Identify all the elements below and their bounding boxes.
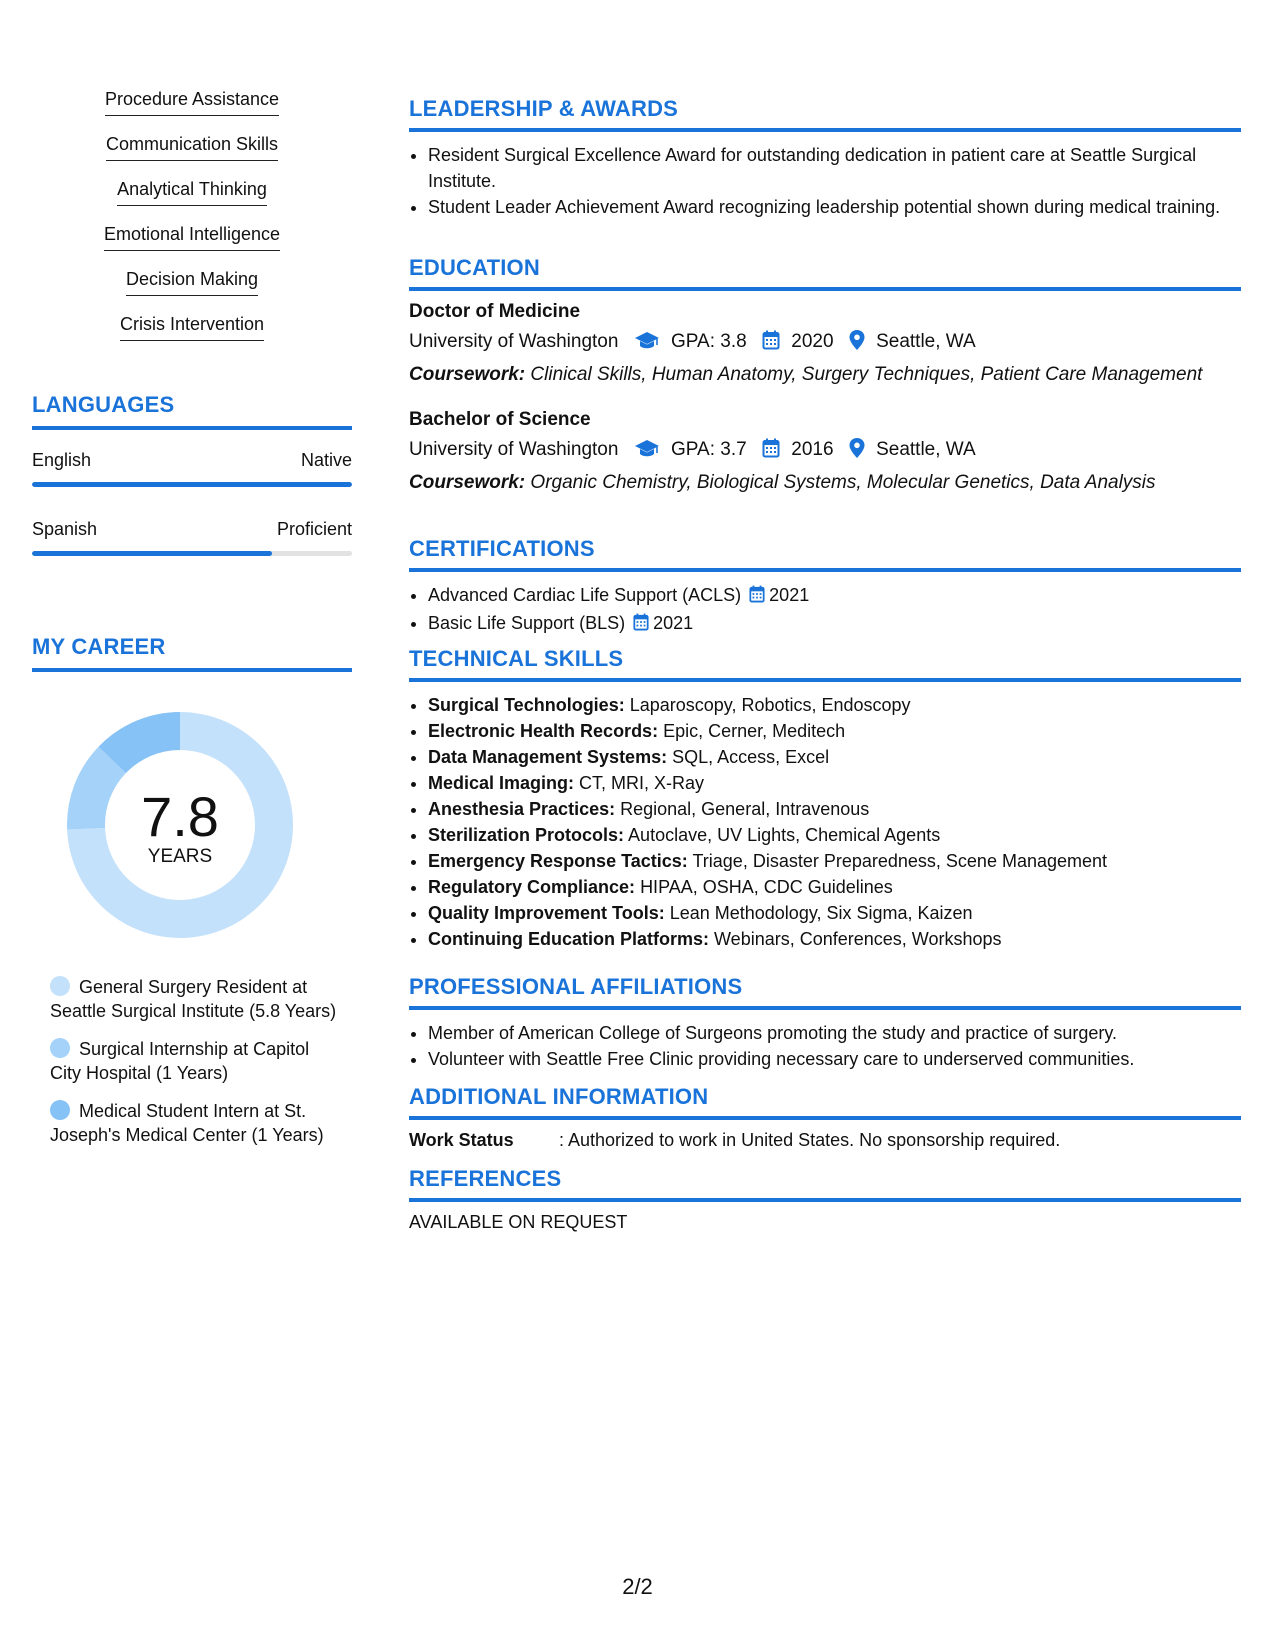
legend-dot [50,976,70,996]
soft-skill-item: Procedure Assistance [32,88,352,133]
technical-skills-list [409,692,1241,952]
legend-label: Surgical Internship at Capitol City Hospital (1 Years) [50,1039,310,1083]
list-item: • Volunteer with Seattle Free Clinic providing necessary care to underserved communities. [428,1046,1241,1072]
leadership-list [409,142,1241,220]
education-entry [409,297,1241,387]
references-text: AVAILABLE ON REQUEST [409,1212,628,1232]
legend-label: General Surgery Resident at Seattle Surgical Institute (5.8 Years) [50,977,337,1021]
career-title: MY CAREER [32,634,352,672]
affiliations-section [409,974,1241,1072]
calendar-icon [749,584,765,610]
certifications-section [409,536,1241,638]
list-item: • Sterilization Protocols: Autoclave, UV Lights, Chemical Agents [428,822,1241,848]
work-status-row [409,1130,1241,1151]
page-number: 2/2 [622,1574,653,1599]
location: Seattle, WA [876,439,976,460]
leadership-title: LEADERSHIP & AWARDS [409,96,1241,132]
list-item: • Anesthesia Practices: Regional, General, Intravenous [428,796,1241,822]
language-name: Spanish [32,519,98,539]
education-meta [409,435,1241,468]
school: University of Washington [409,331,619,352]
language-proficiency-bar [32,551,352,556]
list-item: • Quality Improvement Tools: Lean Methodology, Six Sigma, Kaizen [428,900,1241,926]
legend-item [50,1099,340,1147]
gpa: GPA: 3.7 [671,439,747,460]
soft-skill-item: Communication Skills [32,133,352,178]
list-item [428,582,1241,610]
soft-skill-item: Emotional Intelligence [32,223,352,268]
career-total-value: 7.8 [141,785,219,848]
soft-skills-list [32,88,352,358]
graduation-year: 2020 [791,331,834,352]
list-item: • Medical Imaging: CT, MRI, X-Ray [428,770,1241,796]
legend-dot [50,1038,70,1058]
references-section [409,1166,1241,1233]
soft-skill-item: Decision Making [32,268,352,313]
additional-info-section [409,1084,1241,1151]
list-item: • Continuing Education Platforms: Webinars, Conferences, Workshops [428,926,1241,952]
list-item [428,610,1241,638]
legend-dot [50,1100,70,1120]
references-title: REFERENCES [409,1166,1241,1202]
calendar-icon [633,612,649,638]
soft-skill-item: Crisis Intervention [32,313,352,358]
coursework: Coursework: Organic Chemistry, Biological Systems, Molecular Genetics, Data Analysis [409,472,1156,493]
list-item: • Electronic Health Records: Epic, Cerner, Meditech [428,718,1241,744]
education-meta [409,327,1241,360]
education-title: EDUCATION [409,255,1241,291]
calendar-icon [762,330,780,360]
degree: Doctor of Medicine [409,301,581,322]
graduation-cap-icon [634,438,660,468]
school: University of Washington [409,439,619,460]
cert-name: Basic Life Support (BLS) [428,613,626,633]
list-item: • Regulatory Compliance: HIPAA, OSHA, CDC Guidelines [428,874,1241,900]
language-proficiency-fill [32,551,272,556]
location-pin-icon [849,330,865,360]
degree: Bachelor of Science [409,409,591,430]
education-entry [409,405,1241,495]
cert-date: 2021 [749,585,809,605]
cert-date: 2021 [633,613,693,633]
technical-skills-section [409,646,1241,952]
additional-info-title: ADDITIONAL INFORMATION [409,1084,1241,1120]
list-item: • Data Management Systems: SQL, Access, Excel [428,744,1241,770]
work-status-label: Work Status [409,1130,514,1150]
career-total [67,712,293,938]
work-status-value: : Authorized to work in United States. No sponsorship required. [559,1130,1061,1150]
location: Seattle, WA [876,331,976,352]
list-item: • Student Leader Achievement Award recognizing leadership potential shown during medical training. [428,194,1241,220]
coursework: Coursework: Clinical Skills, Human Anatomy, Surgery Techniques, Patient Care Management [409,364,1203,385]
gpa: GPA: 3.8 [671,331,747,352]
location-pin-icon [849,438,865,468]
career-total-unit: YEARS [147,846,213,867]
education-section [409,255,1241,495]
legend-label: Medical Student Intern at St. Joseph's Medical Center (1 Years) [50,1101,324,1145]
languages-title: LANGUAGES [32,392,352,430]
language-name: English [32,450,92,470]
list-item: • Surgical Technologies: Laparoscopy, Robotics, Endoscopy [428,692,1241,718]
cert-name: Advanced Cardiac Life Support (ACLS) [428,585,742,605]
legend-item [50,1037,340,1085]
certifications-list [409,582,1241,638]
legend-item [50,975,340,1023]
calendar-icon [762,438,780,468]
affiliations-list [409,1020,1241,1072]
career-legend [50,975,340,1161]
list-item: • Emergency Response Tactics: Triage, Disaster Preparedness, Scene Management [428,848,1241,874]
technical-skills-title: TECHNICAL SKILLS [409,646,1241,682]
graduation-year: 2016 [791,439,834,460]
language-level: Native [300,450,352,470]
graduation-cap-icon [634,330,660,360]
soft-skill-item: Analytical Thinking [32,178,352,223]
list-item: • Member of American College of Surgeons promoting the study and practice of surgery. [428,1020,1241,1046]
language-proficiency-bar [32,482,352,487]
language-level: Proficient [276,519,352,539]
certifications-title: CERTIFICATIONS [409,536,1241,572]
affiliations-title: PROFESSIONAL AFFILIATIONS [409,974,1241,1010]
list-item: • Resident Surgical Excellence Award for outstanding dedication in patient care at Seattle Surgical Institute. [428,142,1241,194]
leadership-section [409,96,1241,220]
language-proficiency-fill [32,482,352,487]
